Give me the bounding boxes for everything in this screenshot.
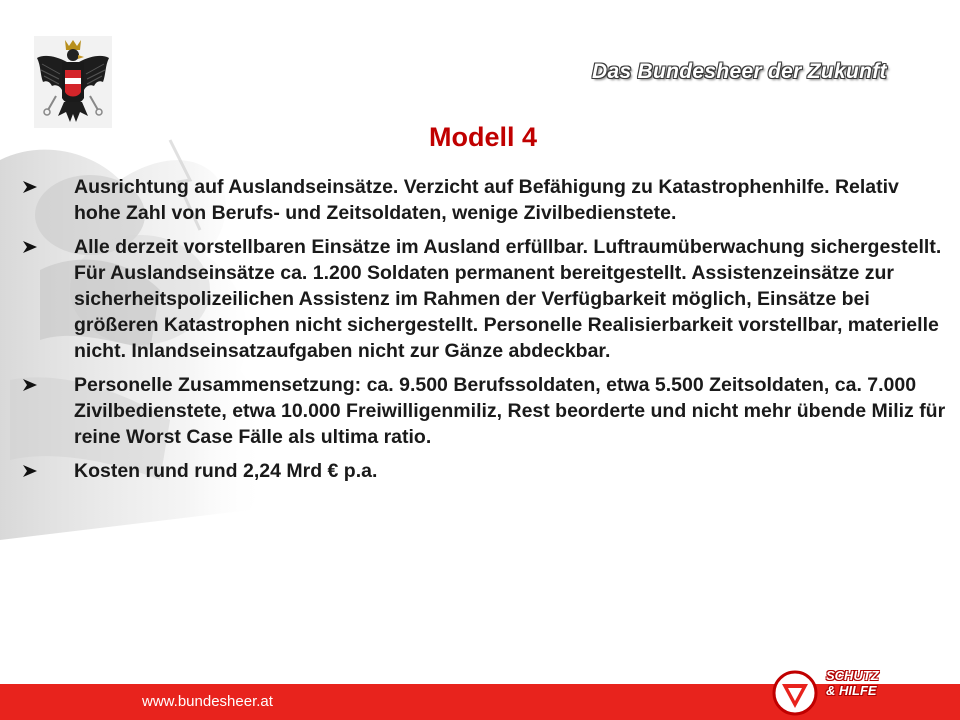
list-item-text: Kosten rund rund 2,24 Mrd € p.a. — [74, 460, 378, 482]
arrow-bullet-icon — [20, 458, 40, 484]
schutz-hilfe-wordmark — [826, 668, 879, 698]
list-item-text: Ausrichtung auf Auslandseinsätze. Verzicht auf Befähigung zu Katastrophenhilfe. Relativ hohe Zahl von Berufs- und Zeitsoldaten, wenige Zivilbedienstete. — [74, 176, 899, 224]
list-item — [66, 234, 946, 364]
brand-slogan-text: Das Bundesheer der Zukunft — [592, 60, 887, 83]
austrian-eagle-icon — [34, 36, 112, 128]
brand-slogan — [592, 54, 902, 90]
bullet-list — [66, 174, 946, 492]
list-item-text: Alle derzeit vorstellbaren Einsätze im Ausland erfüllbar. Luftraumüberwachung sichergestellt. Für Auslandseinsätze ca. 1.200 Soldaten permanent bereitgestellt. Assistenzeinsätze zur sicherheitspolizeilichen Assistenz im Rahmen der Verfügbarkeit möglich, Einsätze bei größeren Katastrophen nicht sichergestellt. Personelle Realisierbarkeit vorstellbar, materielle nicht. Inlandseinsatzaufgaben nicht zur Gänze abdeckbar. — [74, 236, 942, 362]
list-item — [66, 458, 946, 484]
hilfe-label: & HILFE — [826, 683, 877, 698]
schutz-hilfe-logo-icon — [772, 670, 818, 716]
list-item — [66, 174, 946, 226]
page-title: Modell 4 — [428, 122, 537, 152]
list-item — [66, 372, 946, 450]
arrow-bullet-icon — [20, 234, 40, 260]
arrow-bullet-icon — [20, 174, 40, 200]
footer-url-link[interactable]: www.bundesheer.at — [142, 693, 273, 710]
list-item-text: Personelle Zusammensetzung: ca. 9.500 Berufssoldaten, etwa 5.500 Zeitsoldaten, ca. 7.000 Zivilbedienstete, etwa 10.000 Freiwilligenmiliz, Rest beorderte und nicht mehr übende Miliz für reine Worst Case Fälle als ultima ratio. — [74, 374, 946, 448]
arrow-bullet-icon — [20, 372, 40, 398]
schutz-label: SCHUTZ — [826, 668, 879, 683]
